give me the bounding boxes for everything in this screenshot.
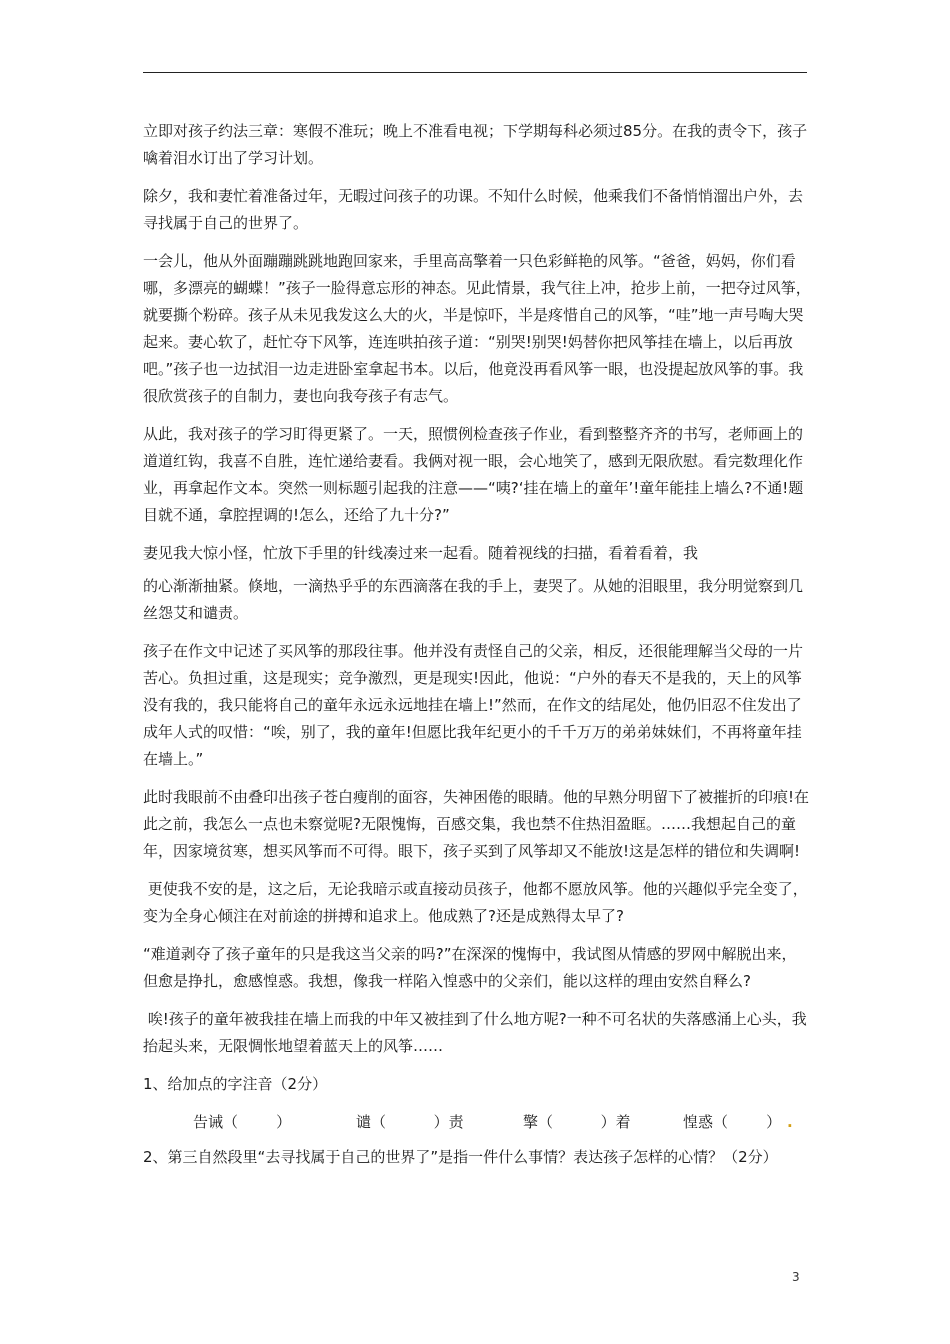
question-1-items (143, 1109, 811, 1136)
pinyin-blank-qing[interactable]: 擎（ ）着 (523, 1113, 631, 1131)
pinyin-blank-huanghuo[interactable]: 惶惑（ ） (683, 1113, 782, 1131)
paragraph-10: “难道剥夺了孩子童年的只是我这当父亲的吗?”在深深的愧悔中，我试图从情感的罗网中解脱出来，但愈是挣扎，愈感惶惑。我想，像我一样陷入惶惑中的父亲们，能以这样的理由安然自释么? (143, 945, 797, 990)
paragraph-4: 从此，我对孩子的学习盯得更紧了。一天，照惯例检查孩子作业，看到整整齐齐的书写，老师画上的道道红钩，我喜不自胜，连忙递给妻看。我俩对视一眼，会心地笑了，感到无限欣慰。看完数理化作业，再拿起作文本。突然一则标题引起我的注意——“咦?‘挂在墙上的童年’!童年能挂上墙么?不通!题目就不通，拿腔捏调的!怎么，还给了九十分?” (143, 425, 804, 524)
emphasis-dot-mark: . (787, 1113, 793, 1131)
paragraph-1: 立即对孩子约法三章：寒假不准玩；晚上不准看电视；下学期每科必须过85分。在我的责令下，孩子噙着泪水订出了学习计划。 (143, 122, 808, 167)
paragraph-8: 此时我眼前不由叠印出孩子苍白瘦削的面容，失神困倦的眼睛。他的早熟分明留下了被摧折的印痕!在此之前，我怎么一点也未察觉呢?无限愧悔，百感交集，我也禁不住热泪盈眶。……我想起自己的童年，因家境贫寒，想买风筝而不可得。眼下，孩子买到了风筝却又不能放!这是怎样的错位和失调啊! (143, 788, 810, 860)
document-body (143, 118, 811, 1182)
paragraph-11: 唉!孩子的童年被我挂在墙上而我的中年又被挂到了什么地方呢?一种不可名状的失落感涌上心头，我抬起头来，无限惆怅地望着蓝天上的风筝…… (143, 1010, 807, 1055)
paragraph-3: 一会儿，他从外面蹦蹦跳跳地跑回家来，手里高高擎着一只色彩鲜艳的风筝。“爸爸，妈妈，你们看哪，多漂亮的蝴蝶！”孩子一脸得意忘形的神态。见此情景，我气往上冲，抢步上前，一把夺过风筝，就要撕个粉碎。孩子从未见我发这么大的火，半是惊吓，半是疼惜自己的风筝，“哇”地一声号啕大哭起来。妻心软了，赶忙夺下风筝，连连哄拍孩子道：“别哭!别哭!妈替你把风筝挂在墙上，以后再放吧。”孩子也一边拭泪一边走进卧室拿起书本。以后，他竟没再看风筝一眼，也没提起放风筝的事。我很欣赏孩子的自制力，妻也向我夸孩子有志气。 (143, 252, 811, 405)
paragraph-9: 更使我不安的是，这之后，无论我暗示或直接动员孩子，他都不愿放风筝。他的兴趣似乎完全变了，变为全身心倾注在对前途的拼搏和追求上。他成熟了?还是成熟得太早了? (143, 880, 808, 925)
question-1-prompt: 1、给加点的字注音（2分） (143, 1075, 328, 1093)
question-2-prompt: 2、第三自然段里“去寻找属于自己的世界了”是指一件什么事情？表达孩子怎样的心情？（2分） (143, 1148, 778, 1166)
pinyin-blank-gaojie[interactable]: 告诫（ ） (193, 1113, 292, 1131)
paragraph-7: 孩子在作文中记述了买风筝的那段往事。他并没有责怪自己的父亲，相反，还很能理解当父母的一片苦心。负担过重，这是现实；竞争激烈，更是现实!因此，他说：“户外的春天不是我的，天上的风筝没有我的，我只能将自己的童年永远永远地挂在墙上!”然而，在作文的结尾处，他仍旧忍不住发出了成年人式的叹惜：“唉，别了，我的童年!但愿比我年纪更小的千千万万的弟弟妹妹们，不再将童年挂在墙上。” (143, 642, 804, 768)
paragraph-5: 妻见我大惊小怪，忙放下手里的针线凑过来一起看。随着视线的扫描，看着看着，我 (143, 544, 699, 562)
pinyin-blank-qian[interactable]: 谴（ ）责 (356, 1113, 464, 1131)
paragraph-6: 的心渐渐抽紧。倏地，一滴热乎乎的东西滴落在我的手上，妻哭了。从她的泪眼里，我分明觉察到几丝怨艾和谴责。 (143, 577, 804, 622)
paragraph-2: 除夕，我和妻忙着准备过年，无暇过问孩子的功课。不知什么时候，他乘我们不备悄悄溜出户外，去寻找属于自己的世界了。 (143, 187, 804, 232)
page-number: 3 (792, 1270, 800, 1284)
header-rule (143, 72, 807, 73)
